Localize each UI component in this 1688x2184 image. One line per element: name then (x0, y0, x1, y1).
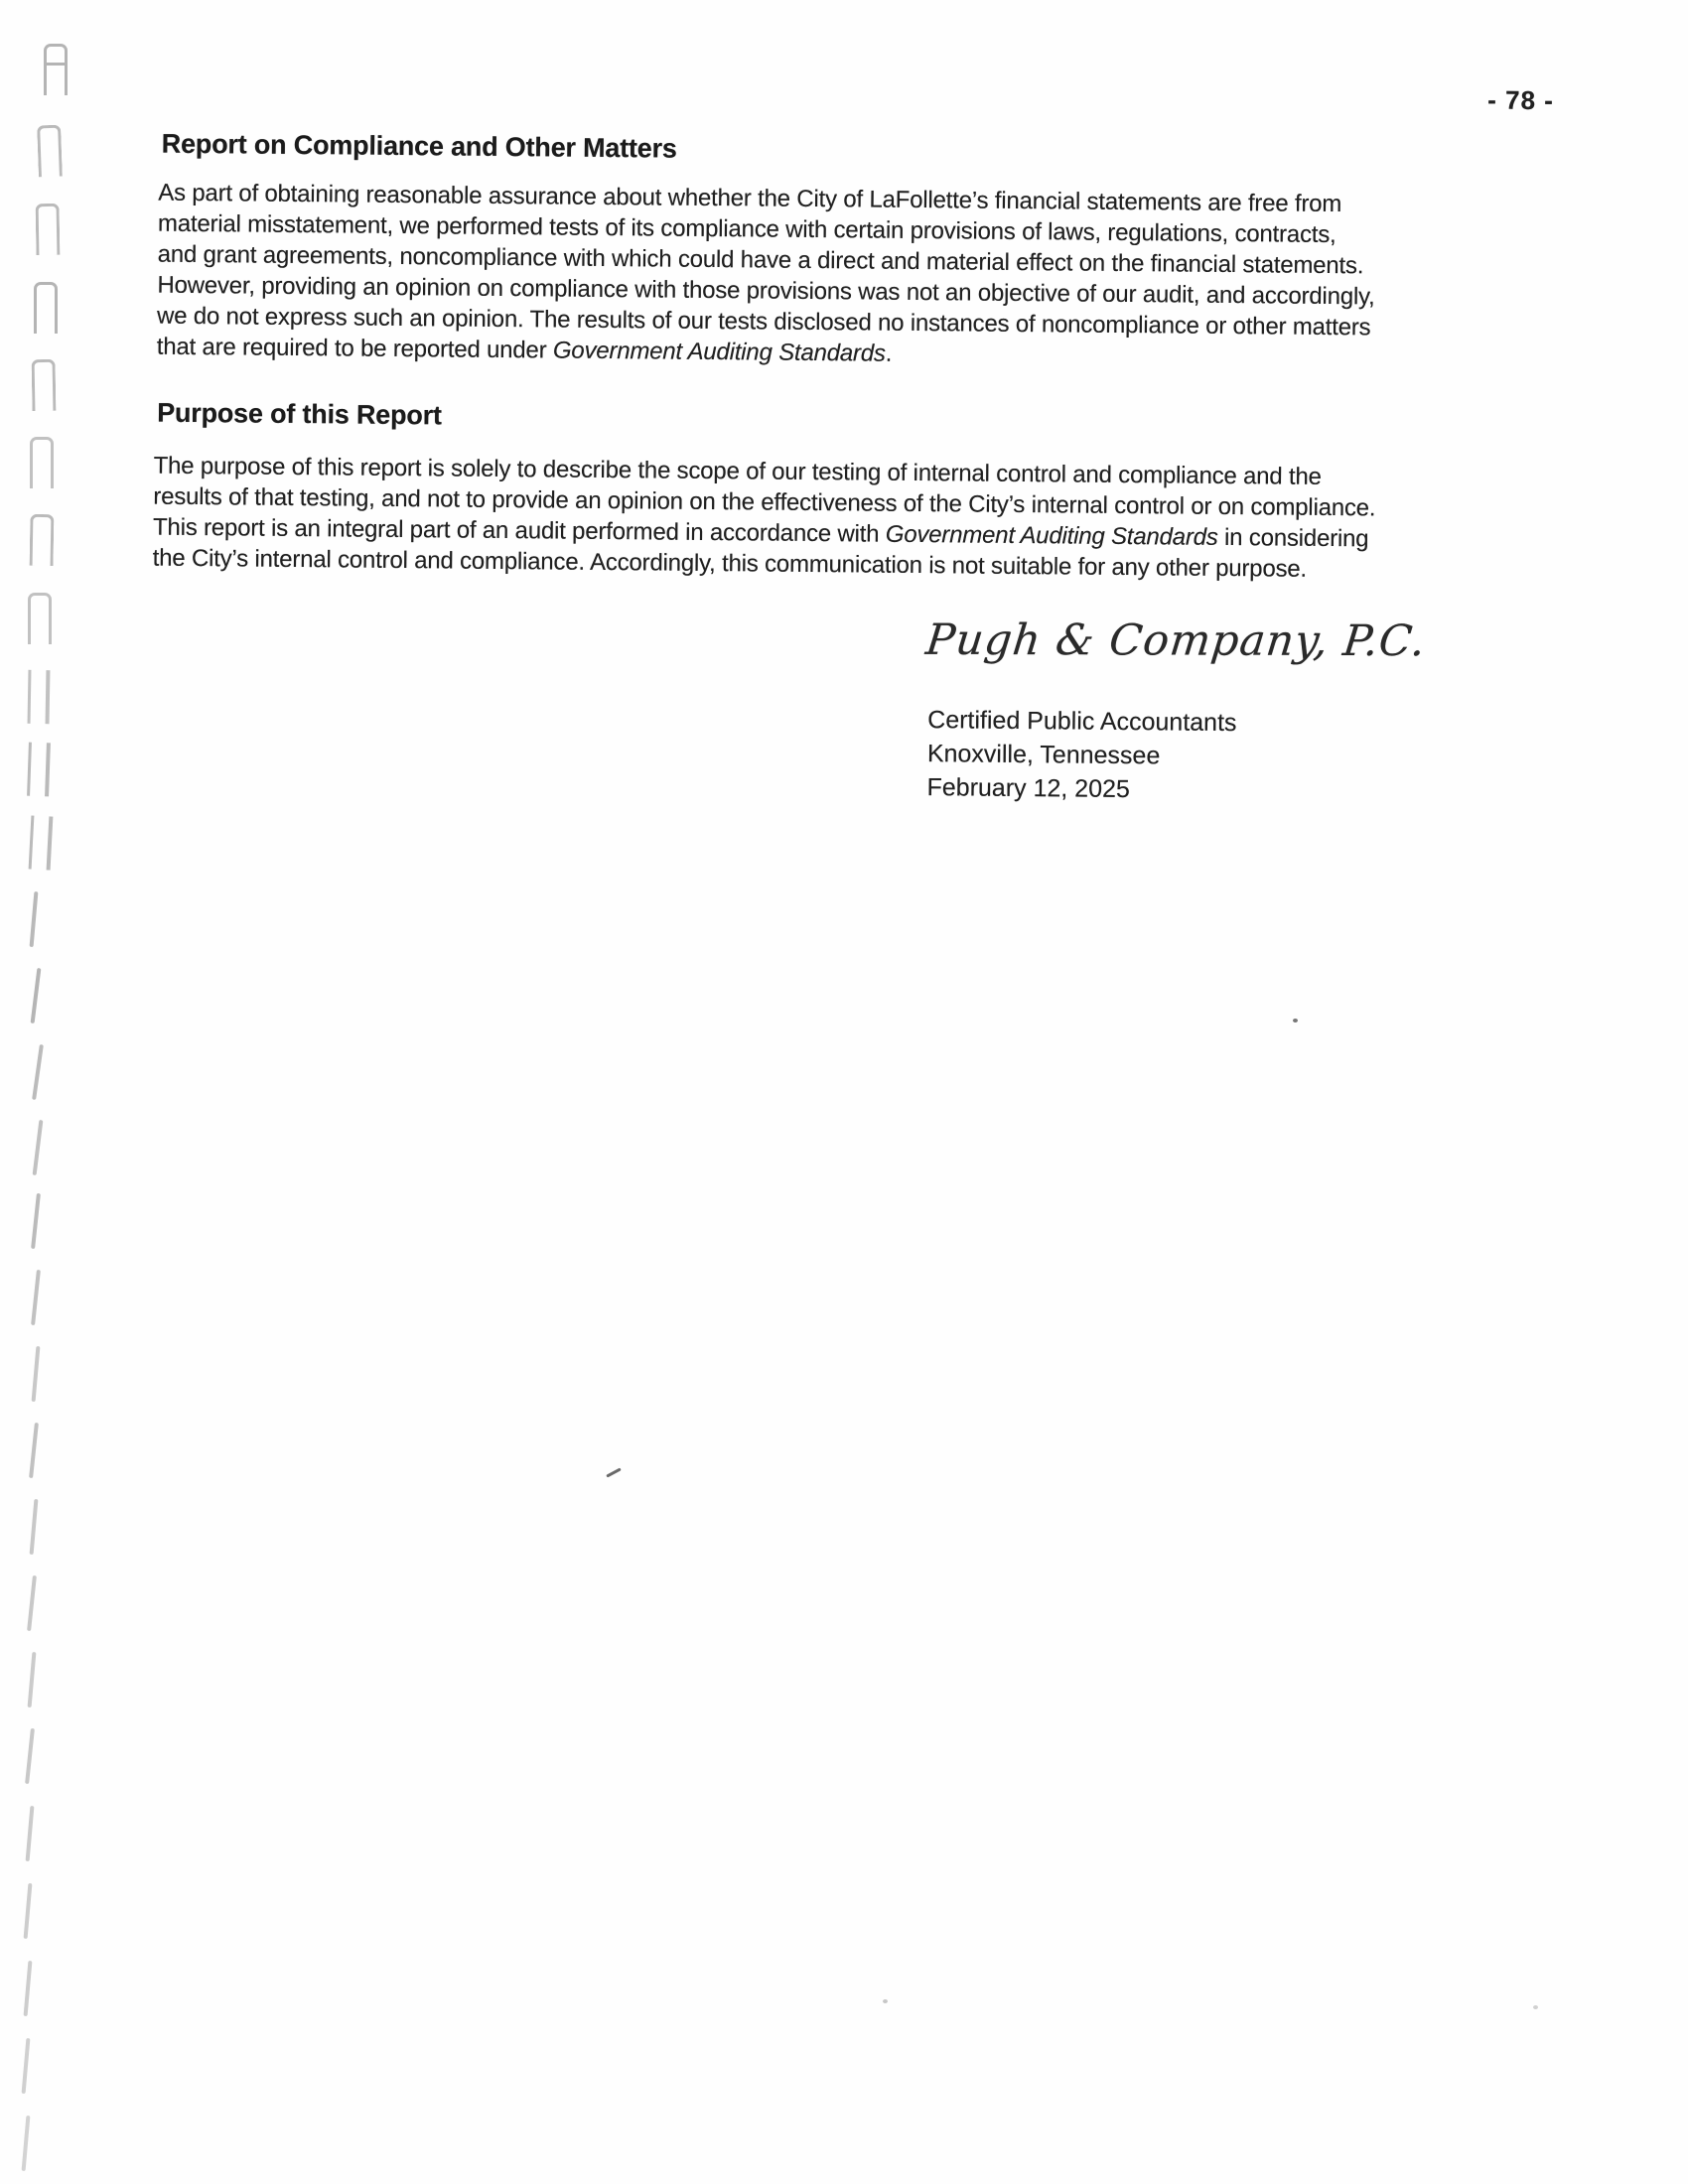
signature-date: February 12, 2025 (926, 773, 1130, 804)
paragraph-line: However, providing an opinion on compliance with those provisions was not an objective of our audit, and accordingly, (157, 271, 1375, 311)
paragraph-line: we do not express such an opinion. The results of our tests disclosed no instances of noncompliance or other matters (156, 302, 1371, 341)
paragraph-line: As part of obtaining reasonable assurance about whether the City of LaFollette’s financial statements are free from (158, 179, 1342, 218)
paragraph-line: and grant agreements, noncompliance with which could have a direct and material effect on the financial statements. (157, 240, 1364, 280)
paragraph-line: the City’s internal control and compliance. Accordingly, this communication is not suitable for any other purpose. (152, 544, 1308, 583)
signature-location: Knoxville, Tennessee (926, 740, 1161, 770)
heading-purpose-of-report: Purpose of this Report (157, 397, 442, 431)
paragraph-line: results of that testing, and not to provide an opinion on the effectiveness of the City’s internal control or on compliance. (153, 482, 1376, 522)
signature-block (926, 703, 1236, 807)
paragraph-line: that are required to be reported under Government Auditing Standards. (156, 333, 893, 367)
paragraph-line: The purpose of this report is solely to describe the scope of our testing of internal control and compliance and the (153, 452, 1322, 490)
paragraph-purpose (153, 451, 1556, 588)
page-number: - 78 - (1487, 84, 1555, 116)
paragraph-line: This report is an integral part of an audit performed in accordance with Government Auditing Standards in considering (152, 513, 1369, 553)
heading-report-on-compliance: Report on Compliance and Other Matters (161, 128, 677, 164)
paragraph-line: material misstatement, we performed tests of its compliance with certain provisions of laws, regulations, contracts, (157, 209, 1336, 249)
paragraph-compliance (157, 178, 1559, 376)
signature-firm-type: Certified Public Accountants (927, 706, 1237, 738)
signature-script: Pugh & Company, P.C. (923, 614, 1429, 667)
